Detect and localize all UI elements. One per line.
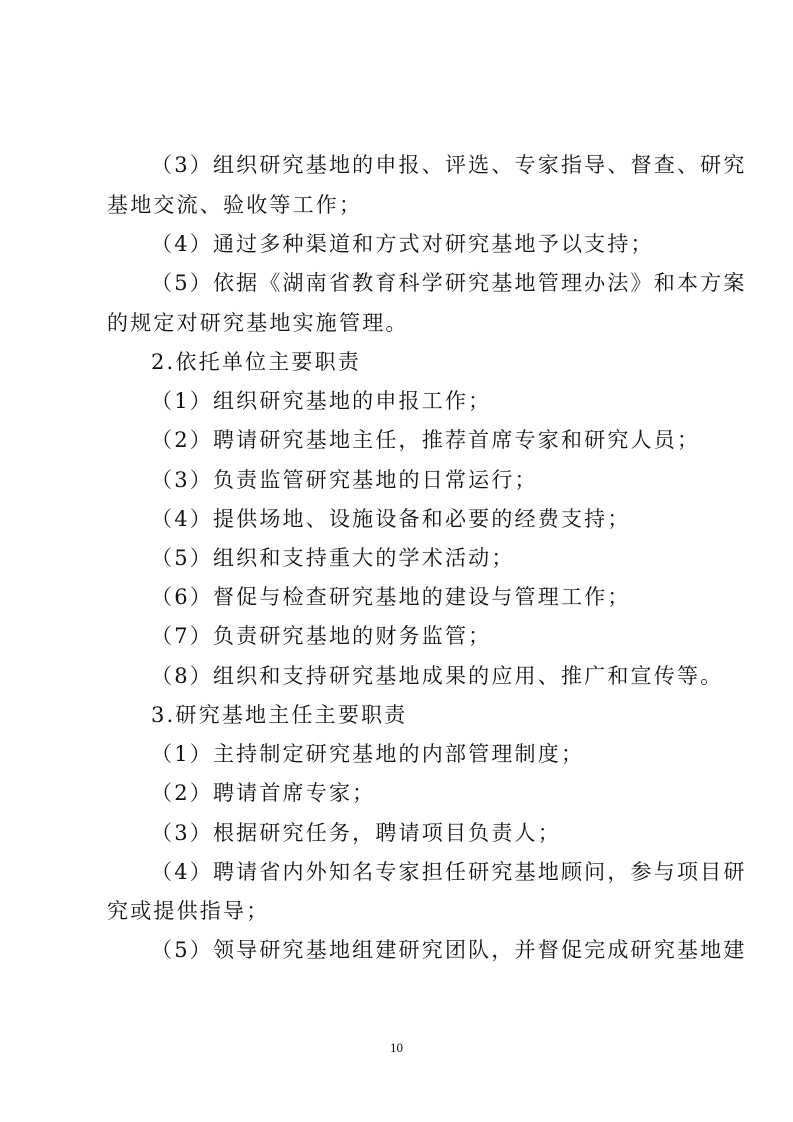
text-line-10: （4）提供场地、设施设备和必要的经费支持；: [151, 507, 631, 531]
section-heading-3: 3.研究基地主任主要职责: [151, 703, 408, 727]
text-line-3: （4）通过多种渠道和方式对研究基地予以支持；: [151, 232, 654, 256]
text-line-1: （3）组织研究基地的申报、评选、专家指导、督查、研究: [151, 153, 747, 177]
text-line-21: （5）领导研究基地组建研究团队，并督促完成研究基地建: [151, 938, 747, 962]
text-line-18: （3）根据研究任务，聘请项目负责人；: [151, 821, 561, 845]
text-line-16: （1）主持制定研究基地的内部管理制度；: [151, 742, 585, 766]
text-line-7: （1）组织研究基地的申报工作；: [151, 389, 492, 413]
page-number: 10: [390, 1040, 403, 1055]
text-line-2: 基地交流、验收等工作；: [107, 193, 363, 217]
text-line-19: （4）聘请省内外知名专家担任研究基地顾问，参与项目研: [151, 860, 747, 884]
text-line-17: （2）聘请首席专家；: [151, 781, 376, 805]
text-line-5: 的规定对研究基地实施管理。: [107, 311, 409, 335]
text-line-14: （8）组织和支持研究基地成果的应用、推广和宣传等。: [151, 664, 724, 688]
text-line-12: （6）督促与检查研究基地的建设与管理工作；: [151, 585, 631, 609]
text-line-13: （7）负责研究基地的财务监管；: [151, 624, 492, 648]
text-line-9: （3）负责监管研究基地的日常运行；: [151, 468, 538, 492]
text-line-11: （5）组织和支持重大的学术活动；: [151, 546, 515, 570]
text-line-20: 究或提供指导；: [107, 899, 270, 923]
text-line-4: （5）依据《湖南省教育科学研究基地管理办法》和本方案: [151, 271, 747, 295]
section-heading-2: 2.依托单位主要职责: [151, 350, 362, 374]
text-line-8: （2）聘请研究基地主任，推荐首席专家和研究人员；: [151, 428, 701, 452]
